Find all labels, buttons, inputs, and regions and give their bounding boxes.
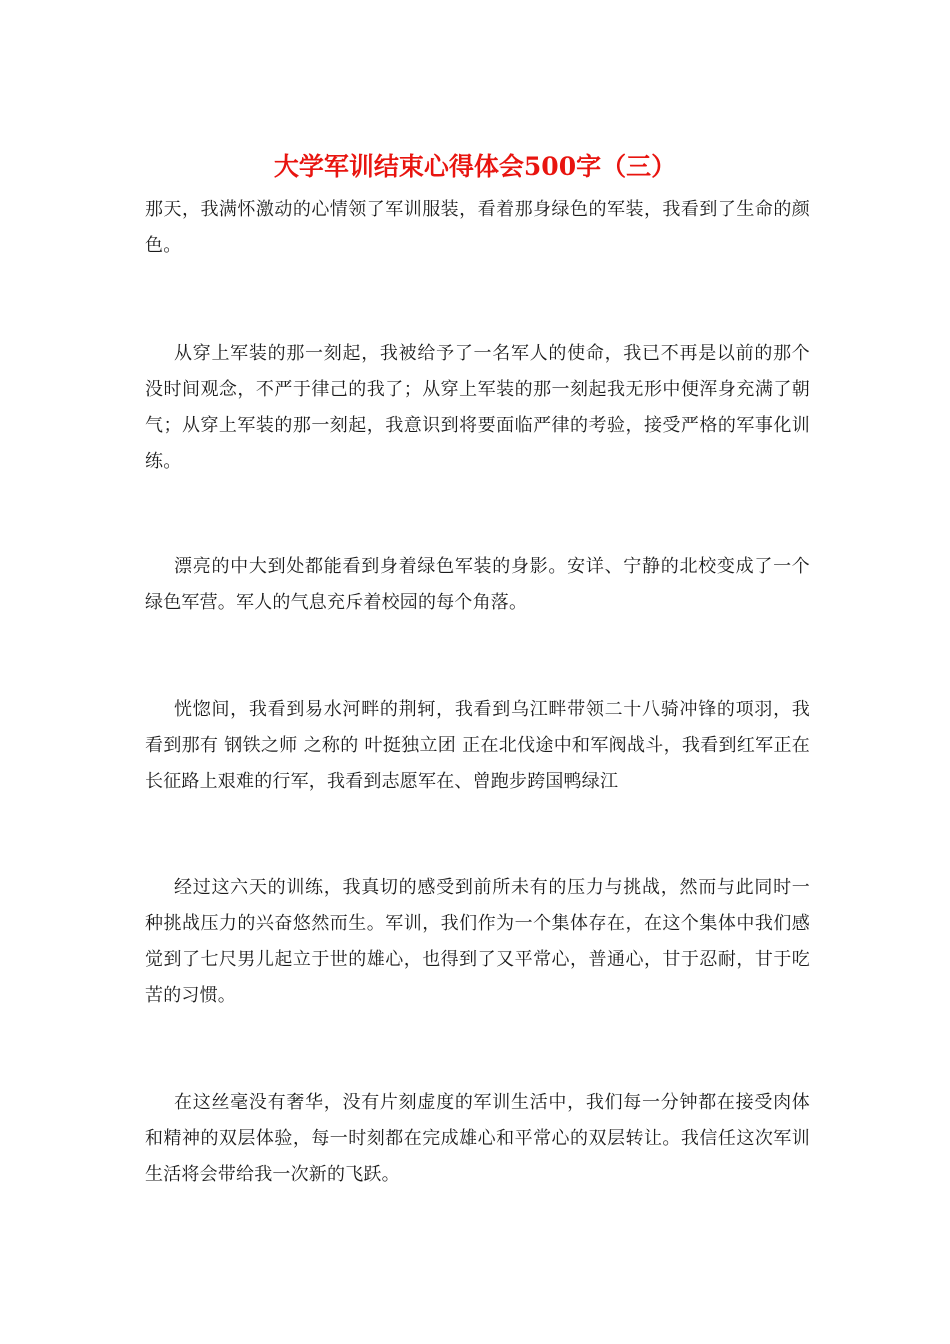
paragraph-3: 漂亮的中大到处都能看到身着绿色军装的身影。安详、宁静的北校变成了一个绿色军营。军人的气息充斥着校园的每个角落。 xyxy=(145,556,810,613)
document-title: 大学军训结束心得体会500字（三） xyxy=(273,152,677,181)
paragraph-5: 经过这六天的训练，我真切的感受到前所未有的压力与挑战，然而与此同时一种挑战压力的兴奋悠然而生。军训，我们作为一个集体存在，在这个集体中我们感觉到了七尺男儿起立于世的雄心，也得到了又平常心，普通心，甘于忍耐，甘于吃苦的习惯。 xyxy=(145,877,810,1006)
paragraph-4: 恍惚间，我看到易水河畔的荆轲，我看到乌江畔带领二十八骑冲锋的项羽，我看到那有 钢铁之师 之称的 叶挺独立团 正在北伐途中和军阀战斗，我看到红军正在长征路上艰难的行军，我看到志愿军在、曾跑步跨国鸭绿江 xyxy=(145,699,810,792)
paragraph-6: 在这丝毫没有奢华，没有片刻虚度的军训生活中，我们每一分钟都在接受肉体和精神的双层体验，每一时刻都在完成雄心和平常心的双层转让。我信任这次军训生活将会带给我一次新的飞跃。 xyxy=(145,1092,810,1185)
paragraph-1: 那天，我满怀激动的心情领了军训服装，看着那身绿色的军装，我看到了生命的颜色。 xyxy=(145,199,810,256)
paragraph-2: 从穿上军装的那一刻起，我被给予了一名军人的使命，我已不再是以前的那个没时间观念，不严于律己的我了；从穿上军装的那一刻起我无形中便浑身充满了朝气；从穿上军装的那一刻起，我意识到将要面临严律的考验，接受严格的军事化训练。 xyxy=(145,343,810,472)
